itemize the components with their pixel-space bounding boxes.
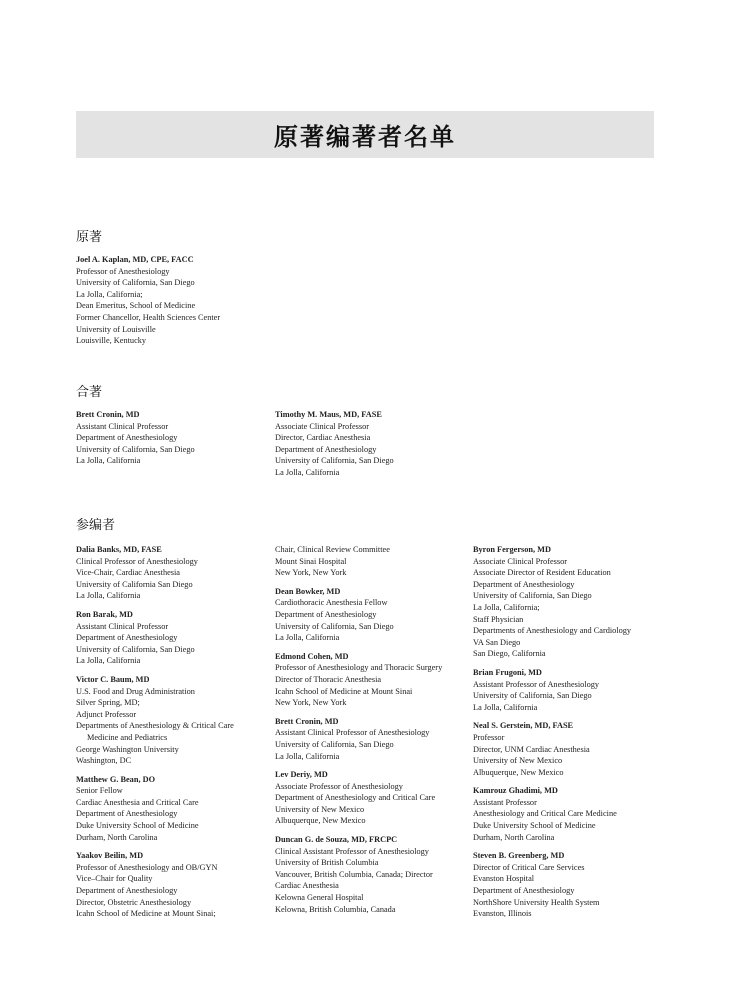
author-entry xyxy=(473,544,713,660)
affiliation-line: New York, New York xyxy=(275,698,347,708)
affiliation-line: Assistant Professor xyxy=(473,797,537,807)
affiliation-line: Evanston, Illinois xyxy=(473,909,532,919)
author-entry xyxy=(275,769,475,827)
author-name: Edmond Cohen, MD xyxy=(275,651,349,661)
affiliation-line: Staff Physician xyxy=(473,614,524,624)
affiliation-line: Department of Anesthesiology xyxy=(76,633,178,643)
affiliation-line: University of British Columbia xyxy=(275,858,379,868)
affiliation-line: Department of Anesthesiology and Critical Care xyxy=(275,793,436,803)
affiliation-line: Departments of Anesthesiology and Cardiology xyxy=(473,626,632,636)
author-entry xyxy=(76,674,276,767)
affiliation-line: Former Chancellor, Health Sciences Center xyxy=(76,312,221,322)
affiliation-line: Department of Anesthesiology xyxy=(473,886,575,896)
author-entry xyxy=(275,544,475,579)
affiliation-line: Duke University School of Medicine xyxy=(76,821,199,831)
affiliation-line: La Jolla, California; xyxy=(76,289,143,299)
affiliation-line: Assistant Clinical Professor of Anesthesiology xyxy=(275,728,430,738)
author-name: Victor C. Baum, MD xyxy=(76,674,150,684)
affiliation-line: Adjunct Professor xyxy=(76,709,137,719)
affiliation-line: Department of Anesthesiology xyxy=(76,886,178,896)
author-entry xyxy=(473,785,713,843)
affiliation-line: Professor xyxy=(473,732,505,742)
author-entry xyxy=(473,667,713,713)
author-entry xyxy=(275,651,475,709)
affiliation-line: University of Louisville xyxy=(76,324,156,334)
affiliation-line: Department of Anesthesiology xyxy=(473,579,575,589)
affiliation-line: George Washington University xyxy=(76,744,179,754)
affiliation-line: University of California, San Diego xyxy=(275,739,394,749)
affiliation-line: Chair, Clinical Review Committee xyxy=(275,545,390,554)
affiliation-line: La Jolla, California xyxy=(76,656,141,666)
affiliation-line: Anesthesiology and Critical Care Medicine xyxy=(473,809,617,819)
affiliation-line: Duke University School of Medicine xyxy=(473,821,596,831)
affiliation-line: NorthShore University Health System xyxy=(473,897,600,907)
affiliation-line: Mount Sinai Hospital xyxy=(275,556,347,566)
original-author-column xyxy=(76,254,316,357)
affiliation-line: Department of Anesthesiology xyxy=(76,433,178,443)
author-name: Neal S. Gerstein, MD, FASE xyxy=(473,721,574,731)
affiliation-line: Professor of Anesthesiology and Thoracic Surgery xyxy=(275,663,443,673)
author-entry xyxy=(76,609,276,667)
affiliation-line: Director of Critical Care Services xyxy=(473,862,585,872)
affiliation-line: Professor of Anesthesiology and OB/GYN xyxy=(76,862,218,872)
contributor-column-1 xyxy=(76,544,276,927)
affiliation-line: Department of Anesthesiology xyxy=(76,809,178,819)
author-name: Brett Cronin, MD xyxy=(275,716,339,726)
title-banner xyxy=(76,111,654,158)
author-name: Lev Deriy, MD xyxy=(275,770,328,780)
affiliation-line: Senior Fellow xyxy=(76,786,123,796)
author-name: Ron Barak, MD xyxy=(76,609,133,619)
author-name: Duncan G. de Souza, MD, FRCPC xyxy=(275,835,398,845)
author-name: Timothy M. Maus, MD, FASE xyxy=(275,410,382,419)
affiliation-line: Dean Emeritus, School of Medicine xyxy=(76,301,196,311)
affiliation-line: Associate Clinical Professor xyxy=(473,556,568,566)
affiliation-line: Cardiothoracic Anesthesia Fellow xyxy=(275,598,388,608)
affiliation-line: University of New Mexico xyxy=(275,804,365,814)
affiliation-line: Louisville, Kentucky xyxy=(76,336,147,346)
affiliation-line: Icahn School of Medicine at Mount Sinai xyxy=(275,686,413,696)
affiliation-line: Medicine and Pediatrics xyxy=(87,732,168,742)
affiliation-line: Assistant Clinical Professor xyxy=(76,421,169,431)
affiliation-line: Silver Spring, MD; xyxy=(76,698,140,708)
author-entry xyxy=(76,254,316,347)
coauthor-column-1 xyxy=(76,409,276,477)
author-name: Yaakov Beilin, MD xyxy=(76,851,144,861)
affiliation-line: Washington, DC xyxy=(76,756,132,766)
affiliation-line: Assistant Professor of Anesthesiology xyxy=(473,679,600,689)
affiliation-line: University of California, San Diego xyxy=(275,456,394,466)
affiliation-line: University of California, San Diego xyxy=(76,278,195,288)
affiliation-line: University of California San Diego xyxy=(76,579,193,589)
author-name: Joel A. Kaplan, MD, CPE, FACC xyxy=(76,255,194,264)
affiliation-line: New York, New York xyxy=(275,568,347,578)
contributor-column-3 xyxy=(473,544,713,927)
affiliation-line: Departments of Anesthesiology & Critical Care xyxy=(76,721,234,731)
affiliation-line: Albuquerque, New Mexico xyxy=(275,816,366,826)
coauthor-column-2 xyxy=(275,409,475,489)
affiliation-line: Durham, North Carolina xyxy=(76,832,158,842)
author-entry xyxy=(275,409,475,479)
affiliation-line: Associate Director of Resident Education xyxy=(473,568,611,578)
affiliation-line: Vice–Chair for Quality xyxy=(76,874,153,884)
affiliation-line: La Jolla, California xyxy=(76,591,141,601)
author-entry xyxy=(76,850,276,920)
affiliation-line: Assistant Clinical Professor xyxy=(76,621,169,631)
affiliation-line: VA San Diego xyxy=(473,637,521,647)
affiliation-line: La Jolla, California xyxy=(275,751,340,761)
author-entry xyxy=(76,774,276,844)
author-entry xyxy=(275,586,475,644)
affiliation-line: University of California, San Diego xyxy=(473,691,592,701)
author-name: Matthew G. Bean, DO xyxy=(76,774,156,784)
author-entry xyxy=(473,720,713,778)
affiliation-line: Associate Professor of Anesthesiology xyxy=(275,781,403,791)
affiliation-line: Director, Obstetric Anesthesiology xyxy=(76,897,192,907)
author-name: Kamrouz Ghadimi, MD xyxy=(473,786,558,796)
author-name: Dalia Banks, MD, FASE xyxy=(76,545,162,554)
affiliation-line: Durham, North Carolina xyxy=(473,832,555,842)
affiliation-line: Professor of Anesthesiology xyxy=(76,266,170,276)
affiliation-line: Albuquerque, New Mexico xyxy=(473,767,564,777)
page-title: 原著编著者名单 xyxy=(274,122,456,151)
affiliation-line: Director, Cardiac Anesthesia xyxy=(275,433,371,443)
affiliation-line: Icahn School of Medicine at Mount Sinai; xyxy=(76,909,216,919)
contributor-column-2 xyxy=(275,544,475,922)
affiliation-line: La Jolla, California xyxy=(275,467,340,477)
affiliation-line: La Jolla, California; xyxy=(473,602,540,612)
affiliation-line: La Jolla, California xyxy=(76,456,141,466)
affiliation-line: Evanston Hospital xyxy=(473,874,535,884)
author-name: Dean Bowker, MD xyxy=(275,586,341,596)
author-entry xyxy=(76,409,276,467)
author-name: Brian Frugoni, MD xyxy=(473,667,542,677)
author-entry xyxy=(76,544,276,602)
affiliation-line: Department of Anesthesiology xyxy=(275,609,377,619)
affiliation-line: Clinical Assistant Professor of Anesthesiology xyxy=(275,846,429,856)
author-name: Brett Cronin, MD xyxy=(76,410,140,419)
affiliation-line: University of California, San Diego xyxy=(473,591,592,601)
affiliation-line: Department of Anesthesiology xyxy=(275,444,377,454)
affiliation-line: U.S. Food and Drug Administration xyxy=(76,686,195,696)
affiliation-line: Vancouver, British Columbia, Canada; Director xyxy=(275,869,433,879)
affiliation-line: University of New Mexico xyxy=(473,756,563,766)
author-entry xyxy=(275,716,475,762)
affiliation-line: Kelowna, British Columbia, Canada xyxy=(275,904,396,914)
affiliation-line: University of California, San Diego xyxy=(76,444,195,454)
author-entry xyxy=(275,834,475,915)
affiliation-line: University of California, San Diego xyxy=(76,644,195,654)
author-name: Byron Fergerson, MD xyxy=(473,545,551,554)
section-heading-contributors: 参编者 xyxy=(76,518,116,533)
affiliation-line: Associate Clinical Professor xyxy=(275,421,370,431)
affiliation-line: Cardiac Anesthesia xyxy=(275,881,339,891)
affiliation-line: University of California, San Diego xyxy=(275,621,394,631)
section-heading-original: 原著 xyxy=(76,230,103,245)
affiliation-line: Clinical Professor of Anesthesiology xyxy=(76,556,198,566)
affiliation-line: San Diego, California xyxy=(473,649,546,659)
affiliation-line: Vice-Chair, Cardiac Anesthesia xyxy=(76,568,180,578)
affiliation-line: La Jolla, California xyxy=(275,633,340,643)
author-entry xyxy=(473,850,713,920)
affiliation-line: La Jolla, California xyxy=(473,702,538,712)
author-name: Steven B. Greenberg, MD xyxy=(473,851,565,861)
affiliation-line: Cardiac Anesthesia and Critical Care xyxy=(76,797,199,807)
affiliation-line: Director of Thoracic Anesthesia xyxy=(275,674,382,684)
affiliation-line: Director, UNM Cardiac Anesthesia xyxy=(473,744,590,754)
affiliation-line: Kelowna General Hospital xyxy=(275,893,364,903)
section-heading-coauthors: 合著 xyxy=(76,385,103,400)
